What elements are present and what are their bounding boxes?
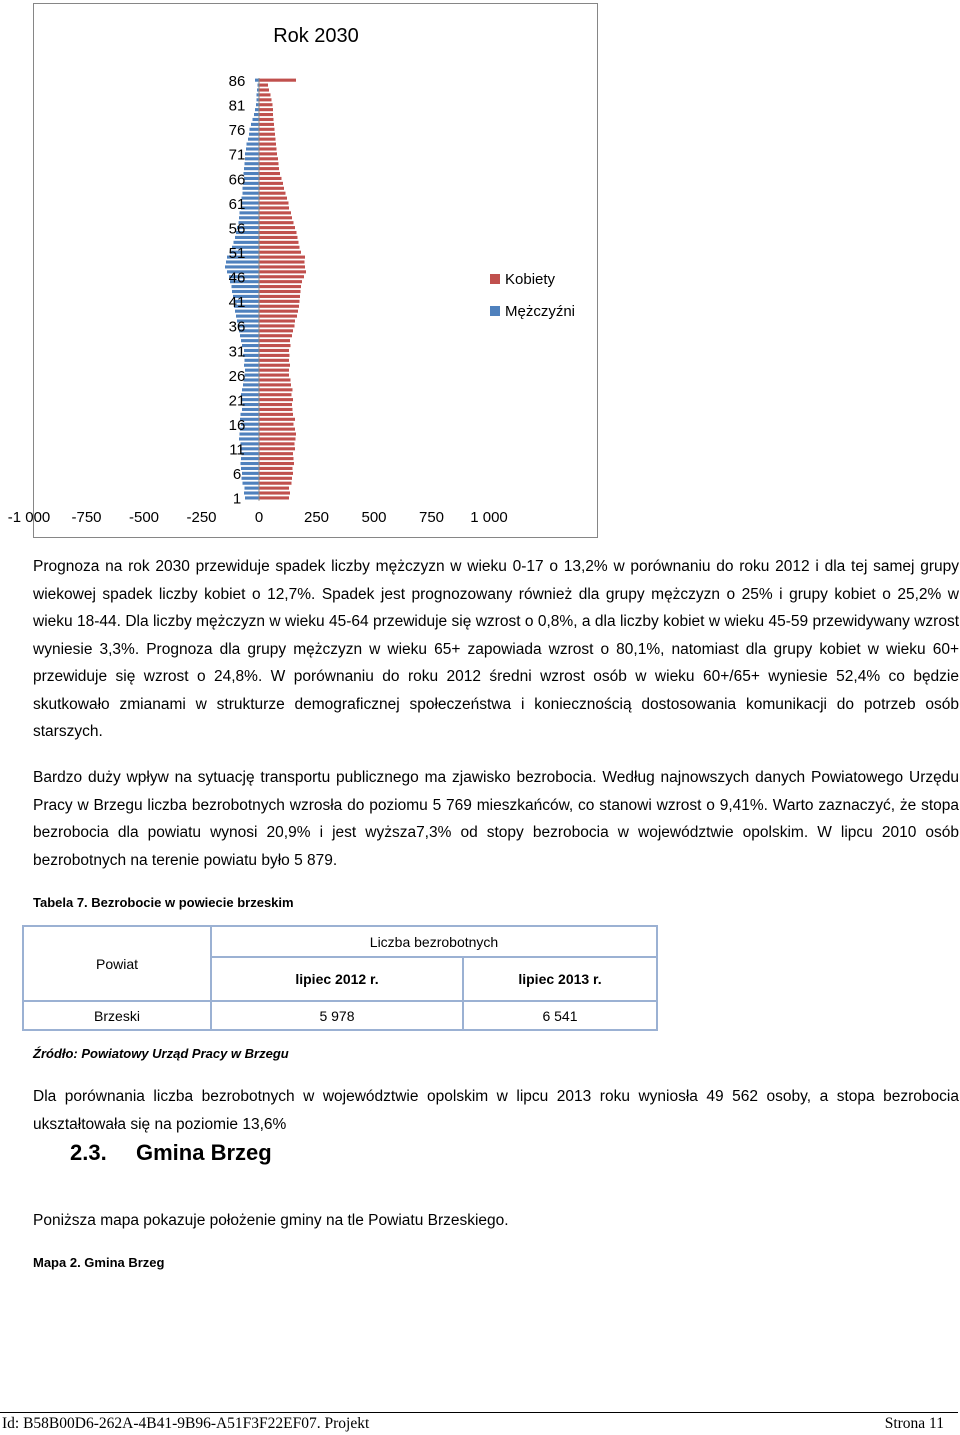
bar-kobiety	[259, 334, 292, 337]
cell-2013-value: 6 541	[463, 1001, 657, 1030]
bar-mezczyzni	[242, 388, 259, 391]
y-tick-label: 86	[228, 73, 246, 90]
bar-kobiety	[259, 324, 295, 327]
chart-title: Rok 2030	[273, 25, 359, 47]
bar-mezczyzni	[242, 477, 260, 480]
y-tick-label: 11	[229, 441, 245, 459]
bar-kobiety	[259, 349, 289, 352]
bar-kobiety	[259, 93, 271, 96]
bar-mezczyzni	[245, 369, 259, 372]
bar-mezczyzni	[243, 482, 260, 485]
bar-kobiety	[259, 211, 291, 214]
section-number: 2.3.	[70, 1140, 107, 1165]
bar-kobiety	[259, 265, 305, 268]
bar-kobiety	[259, 182, 283, 185]
header-lipiec-2013: lipiec 2013 r.	[463, 957, 657, 1001]
bar-kobiety	[259, 143, 276, 146]
y-tick-label: 21	[228, 392, 246, 410]
legend-swatch-kobiety	[490, 274, 500, 284]
bar-kobiety	[259, 147, 277, 150]
bar-mezczyzni	[245, 374, 260, 377]
header-powiat: Powiat	[23, 926, 211, 1001]
population-pyramid-chart	[7, 3, 598, 538]
bar-kobiety	[259, 482, 292, 485]
bar-kobiety	[259, 118, 274, 121]
y-tick-label: 6	[232, 466, 242, 484]
bar-mezczyzni	[245, 359, 260, 362]
bar-kobiety	[259, 103, 273, 106]
paragraph-unemployment: Bardzo duży wpływ na sytuację transportu publicznego ma zjawisko bezrobocia. Według najnowszych danych Powiatowego Urzędu Pracy w Brzegu liczba bezrobotnych wzrosła do poziomu 5 769 mieszkańców, co stanowi wzrost o 9,41%. Warto zaznaczyć, że stopa bezrobocia dla powiatu wynosi 20,9% i jest wyższa7,3% od stopy bezrobocia w województwie opolskim. W lipcu 2010 osób bezrobotnych na terenie powiatu było 5 879.	[33, 769, 959, 869]
header-liczba-bezrobotnych: Liczba bezrobotnych	[211, 926, 657, 957]
legend-swatch-mezczyzni	[490, 306, 500, 316]
bar-kobiety	[259, 418, 295, 421]
bar-kobiety	[259, 413, 293, 416]
bar-kobiety	[259, 280, 302, 283]
bar-mezczyzni	[255, 79, 259, 82]
bar-kobiety	[259, 393, 292, 396]
bar-kobiety	[259, 344, 291, 347]
y-tick-label: 66	[228, 171, 246, 189]
bar-kobiety	[259, 364, 290, 367]
bar-kobiety	[259, 496, 289, 499]
table-source: Źródło: Powiatowy Urząd Pracy w Brzegu	[33, 1046, 289, 1061]
bar-kobiety	[259, 432, 296, 435]
bar-kobiety	[259, 487, 289, 490]
footer-page-number: Strona 11	[884, 1415, 944, 1432]
bar-kobiety	[259, 226, 295, 229]
bar-kobiety	[259, 88, 269, 91]
bar-mezczyzni	[244, 349, 259, 352]
bar-mezczyzni	[255, 108, 259, 111]
bar-kobiety	[259, 123, 274, 126]
bar-kobiety	[259, 442, 295, 445]
bar-mezczyzni	[245, 157, 259, 160]
bar-mezczyzni	[250, 128, 260, 131]
map-caption: Mapa 2. Gmina Brzeg	[33, 1255, 165, 1270]
bar-kobiety	[259, 157, 278, 160]
bar-mezczyzni	[243, 192, 260, 195]
bar-kobiety	[259, 108, 273, 111]
bar-kobiety	[259, 290, 301, 293]
y-tick-label: 41	[228, 294, 246, 312]
x-tick-label: 500	[361, 509, 387, 526]
bar-kobiety	[259, 339, 290, 342]
bar-kobiety	[259, 383, 291, 386]
bar-mezczyzni	[244, 167, 259, 170]
bar-kobiety	[259, 256, 305, 259]
bar-kobiety	[259, 113, 273, 116]
bar-mezczyzni	[248, 138, 259, 141]
bar-kobiety	[259, 206, 289, 209]
bar-kobiety	[259, 79, 296, 82]
bar-kobiety	[259, 423, 294, 426]
legend-label-mezczyzni: Mężczyźni	[505, 303, 576, 320]
bar-kobiety	[259, 305, 299, 308]
bar-kobiety	[259, 192, 286, 195]
bar-kobiety	[259, 329, 293, 332]
bar-mezczyzni	[241, 467, 259, 470]
y-tick-label: 51	[228, 245, 246, 262]
bar-mezczyzni	[244, 378, 260, 381]
bar-kobiety	[259, 388, 293, 391]
bar-kobiety	[259, 187, 284, 190]
section-title: Gmina Brzeg	[136, 1140, 272, 1165]
bar-mezczyzni	[243, 354, 259, 357]
y-tick-label: 31	[228, 343, 246, 361]
bar-kobiety	[259, 315, 297, 318]
y-tick-label: 76	[228, 122, 246, 140]
bar-kobiety	[259, 359, 289, 362]
bar-mezczyzni	[239, 437, 259, 440]
bar-kobiety	[259, 398, 293, 401]
bar-mezczyzni	[249, 133, 259, 136]
bar-kobiety	[259, 452, 293, 455]
legend-label-kobiety: Kobiety	[505, 271, 556, 288]
bar-mezczyzni	[242, 472, 259, 475]
x-tick-label: -750	[71, 509, 102, 526]
bar-kobiety	[259, 408, 293, 411]
bar-kobiety	[259, 319, 295, 322]
paragraph-map-intro: Poniższa mapa pokazuje położenie gminy na tle Powiatu Brzeskiego.	[33, 1212, 509, 1229]
table-row	[23, 1001, 657, 1030]
bar-kobiety	[259, 152, 277, 155]
bar-kobiety	[259, 275, 304, 278]
bar-kobiety	[259, 216, 292, 219]
bar-kobiety	[259, 369, 289, 372]
bar-kobiety	[259, 133, 275, 136]
bar-kobiety	[259, 231, 297, 234]
bar-mezczyzni	[245, 152, 259, 155]
x-tick-label: 250	[303, 509, 330, 526]
bar-kobiety	[259, 457, 294, 460]
bar-mezczyzni	[236, 315, 259, 318]
bar-kobiety	[259, 98, 272, 101]
bar-mezczyzni	[244, 491, 259, 494]
bar-mezczyzni	[246, 147, 259, 150]
y-tick-label: 81	[228, 97, 246, 115]
cell-2012-value: 5 978	[211, 1001, 463, 1030]
x-tick-label: -1 000	[7, 509, 51, 526]
bar-mezczyzni	[245, 496, 259, 499]
bar-kobiety	[259, 84, 268, 87]
bar-kobiety	[259, 354, 290, 357]
bar-kobiety	[259, 467, 293, 470]
y-tick-label: 16	[228, 417, 246, 434]
bar-mezczyzni	[234, 241, 260, 244]
y-tick-label: 1	[232, 490, 242, 508]
unemployment-table	[22, 925, 658, 1031]
bar-kobiety	[259, 201, 289, 204]
bar-kobiety	[259, 177, 282, 180]
bar-kobiety	[259, 172, 280, 175]
paragraph-comparison: Dla porównania liczba bezrobotnych w województwie opolskim w lipcu 2013 roku wyniosła 49 562 osoby, a stopa bezrobocia ukształtowała się na poziomie 13,6%	[33, 1088, 959, 1133]
y-tick-label: 46	[228, 269, 246, 287]
chart-bars	[225, 78, 306, 501]
bar-mezczyzni	[244, 177, 259, 180]
bar-mezczyzni	[253, 118, 260, 121]
bar-mezczyzni	[241, 339, 259, 342]
cell-powiat-name: Brzeski	[23, 1001, 211, 1030]
x-tick-label: -250	[186, 509, 217, 526]
bar-kobiety	[259, 285, 301, 288]
bar-mezczyzni	[241, 462, 260, 465]
section-heading	[70, 1140, 272, 1166]
bar-mezczyzni	[225, 265, 259, 268]
bar-kobiety	[259, 295, 300, 298]
bar-kobiety	[259, 472, 293, 475]
bar-kobiety	[259, 477, 292, 480]
bar-kobiety	[259, 162, 279, 165]
bar-kobiety	[259, 300, 300, 303]
bar-kobiety	[259, 241, 299, 244]
bar-kobiety	[259, 128, 275, 131]
bar-kobiety	[259, 138, 276, 141]
bar-kobiety	[259, 428, 295, 431]
bar-mezczyzni	[232, 290, 259, 293]
y-tick-label: 71	[228, 146, 246, 164]
bar-kobiety	[259, 167, 279, 170]
y-tick-label: 26	[228, 367, 246, 385]
bar-mezczyzni	[244, 172, 260, 175]
table-caption: Tabela 7. Bezrobocie w powiecie brzeskim	[33, 895, 294, 910]
bar-kobiety	[259, 462, 294, 465]
bar-kobiety	[259, 260, 305, 263]
bar-mezczyzni	[254, 113, 259, 116]
bar-kobiety	[259, 236, 298, 239]
bar-mezczyzni	[247, 143, 260, 146]
bar-mezczyzni	[239, 216, 259, 219]
bar-kobiety	[259, 437, 296, 440]
bar-kobiety	[259, 197, 287, 200]
bar-kobiety	[259, 447, 295, 450]
bar-mezczyzni	[243, 182, 259, 185]
y-tick-label: 56	[228, 220, 246, 238]
bar-kobiety	[259, 246, 300, 249]
paragraph-prognosis: Prognoza na rok 2030 przewiduje spadek liczby mężczyzn w wieku 0-17 o 13,2% w porównaniu do roku 2012 i dla tej samej grupy wiekowej spadek liczby kobiet o 12,7%. Spadek jest prognozowany również dla grupy mężczyzn o 25% i grupy kobiet o 25,2% w wieku 18-44. Dla liczby mężczyzn w wieku 45-64 przewiduje się wzrost o 0,8%, a dla liczby kobiet w wieku 45-59 przewidywany wzrost wyniesie 3,3%. Prognoza dla grupy mężczyzn w wieku 65+ zapowiada wzrost o 80,1%, natomiast dla grupy kobiet w wieku 60+ przewiduje się wzrost o 24,8%. W porównaniu do roku 2012 średni wzrost osób w wieku 60+/65+ wyniesie 52,4% co będzie skutkowało zmianami w strukturze demograficznej społeczeństwa i koniecznością dostosowania komunikacji do potrzeb osób starszych.	[33, 558, 959, 740]
chart-legend	[490, 271, 575, 320]
x-tick-label: 1 000	[470, 509, 508, 526]
bar-mezczyzni	[245, 162, 260, 165]
bar-mezczyzni	[244, 364, 259, 367]
bar-kobiety	[259, 378, 291, 381]
bar-mezczyzni	[245, 487, 260, 490]
footer-document-id: Id: B58B00D6-262A-4B41-9B96-A51F3F22EF07. Projekt	[2, 1415, 370, 1432]
chart-svg	[7, 4, 599, 539]
bar-kobiety	[259, 403, 292, 406]
y-tick-label: 61	[228, 195, 246, 213]
x-axis-labels	[8, 509, 508, 526]
bar-kobiety	[259, 221, 294, 224]
bar-mezczyzni	[241, 413, 260, 416]
bar-kobiety	[259, 374, 289, 377]
x-tick-label: 750	[418, 509, 445, 526]
x-tick-label: -500	[128, 509, 160, 526]
bar-kobiety	[259, 270, 306, 273]
bar-mezczyzni	[251, 123, 259, 126]
header-lipiec-2012: lipiec 2012 r.	[211, 957, 463, 1001]
bar-kobiety	[259, 491, 290, 494]
y-tick-label: 36	[228, 318, 246, 336]
bar-kobiety	[259, 310, 298, 313]
bar-kobiety	[259, 251, 301, 254]
bar-mezczyzni	[243, 383, 259, 386]
page-footer	[0, 1412, 958, 1435]
x-tick-label: 0	[254, 509, 264, 526]
